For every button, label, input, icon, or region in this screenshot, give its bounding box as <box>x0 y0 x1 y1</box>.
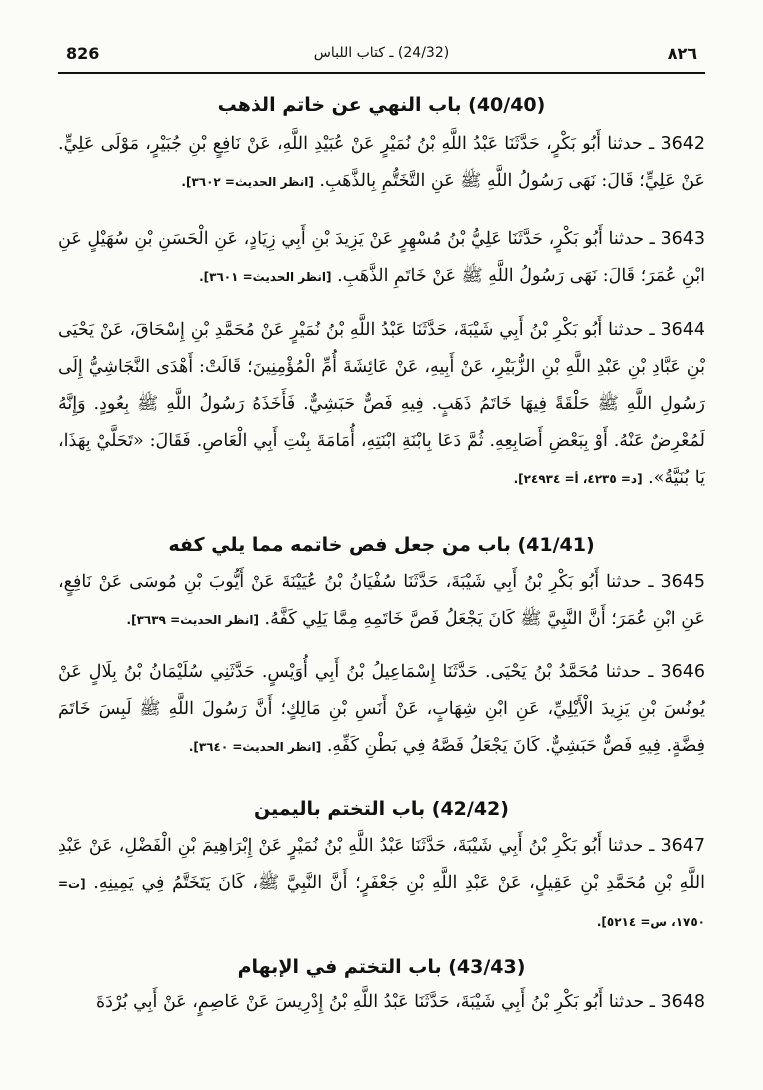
hadith-number: 3642 <box>660 134 705 154</box>
hadith-text: ـ حدثنا أَبُو بَكْرِ بْنُ أَبِي شَيْبَةَ، حَدَّثَنَا سُفْيَانُ بْنُ عُيَيْنَةَ عَنْ أَيُّوبَ بْنِ مُوسَى عَنْ نَافِعٍ، عَنِ ابْنِ عُمَرَ؛ أَنَّ النَّبِيَّ ﷺ كَانَ يَجْعَلُ فَصَّ خَاتَمِهِ مِمَّا يَلِي كَفَّهُ. <box>58 572 705 629</box>
hadith-reference: [د= ٤٢٣٥، أ= ٢٤٩٣٤]. <box>513 472 643 486</box>
hadith <box>58 984 705 1021</box>
hadith-number: 3644 <box>660 320 705 340</box>
hadith <box>58 126 705 201</box>
hadith-text: ـ حدثنا أَبُو بَكْرٍ، حَدَّثَنَا عَلِيُّ بْنُ مُسْهِرٍ عَنْ يَزِيدَ بْنِ أَبِي زِيَادٍ، عَنِ الْحَسَنِ بْنِ سُهَيْلٍ عَنِ ابْنِ عُمَرَ؛ قَالَ: نَهَى رَسُولُ اللَّهِ ﷺ عَنْ خَاتَمِ الذَّهَبِ. <box>58 229 705 286</box>
hadith <box>58 828 705 941</box>
chapter-heading: (40/40) باب النهي عن خاتم الذهب <box>217 94 546 116</box>
hadith-number: 3648 <box>660 992 705 1012</box>
hadith-reference: [انظر الحديث= ٣٦٠٢]. <box>181 175 314 189</box>
page-number-latin: 826 <box>66 44 100 63</box>
hadith-text: ـ حدثنا أَبُو بَكْرِ بْنُ أَبِي شَيْبَةَ، حَدَّثَنَا عَبْدُ اللَّهِ بْنُ إِدْرِيسَ عَنْ عَاصِمٍ، عَنْ أَبِي بُرْدَةَ <box>96 992 655 1012</box>
hadith-number: 3646 <box>660 662 705 682</box>
running-title: (24/32) ـ كتاب اللباس <box>313 45 450 61</box>
hadith-number: 3643 <box>660 229 705 249</box>
chapter-heading: (41/41) باب من جعل فص خاتمه مما يلي كفه <box>168 534 595 556</box>
hadith-number: 3647 <box>660 836 705 856</box>
hadith <box>58 564 705 639</box>
hadith-text: ـ حدثنا أَبُو بَكْرٍ، حَدَّثَنَا عَبْدُ اللَّهِ بْنُ نُمَيْرٍ عَنْ عُبَيْدِ اللَّهِ، عَنْ نَافِعٍ بْنِ جُبَيْرٍ، مَوْلَى عَلِيٍّ. عَنْ عَلِيٍّ؛ قَالَ: نَهَى رَسُولُ اللَّهِ ﷺ عَنِ التَّخَتُّمِ بِالذَّهَبِ. <box>58 134 705 191</box>
page-header <box>58 36 705 74</box>
hadith-text: ـ حدثنا أَبُو بَكْرِ بْنُ أَبِي شَيْبَةَ، حَدَّثَنَا عَبْدُ اللَّهِ بْنُ نُمَيْرٍ عَنْ مُحَمَّدِ بْنِ إِسْحَاقَ، عَنْ يَحْيَى بْنِ عَبَّادِ بْنِ عَبْدِ اللَّهِ بْنِ الزُّبَيْرِ، عَنْ أَبِيهِ، عَنْ عَائِشَةَ أُمِّ الْمُؤْمِنِينَ؛ قَالَتْ: أَهْدَى النَّجَاشِيُّ إِلَى رَسُولِ اللَّهِ ﷺ حَلْقَةً فِيهَا خَاتَمُ ذَهَبٍ. فِيهِ فَصٌّ حَبَشِيٌّ. فَأَخَذَهُ رَسُولُ اللَّهِ ﷺ بِعُودٍ. وَإِنَّهُ لَمُعْرِضٌ عَنْهُ. أَوْ بِبَعْضِ أَصَابِعِهِ. ثُمَّ دَعَا بِابْنَةِ ابْنَتِهِ، أُمَامَةَ بِنْتِ أَبِي الْعَاصِ. فَقَالَ: «تَحَلَّيْ بِهَذَا، يَا بُنَيَّةُ». <box>58 320 705 488</box>
hadith-reference: [انظر الحديث= ٣٦٤٠]. <box>188 740 322 754</box>
page-number-arabic: ٨٢٦ <box>667 44 697 63</box>
chapter-heading: (42/42) باب التختم باليمين <box>254 798 509 820</box>
hadith-reference: [ت= ١٧٥٠، س= ٥٢١٤]. <box>58 877 705 929</box>
hadith-text: ـ حدثنا مُحَمَّدُ بْنُ يَحْيَى. حَدَّثَنَا إِسْمَاعِيلُ بْنُ أَبِي أُوَيْسٍ. حَدَّثَنِي سُلَيْمَانُ بْنُ بِلَالٍ عَنْ يُونُسَ بْنِ يَزِيدَ الْأَيْلِيِّ، عَنِ ابْنِ شِهَابٍ، عَنْ أَنَسِ بْنِ مَالِكٍ؛ أَنَّ رَسُولَ اللَّهِ ﷺ لَبِسَ خَاتَمَ فِضَّةٍ. فِيهِ فَصٌّ حَبَشِيٌّ. كَانَ يَجْعَلُ فَصَّهُ فِي بَطْنِ كَفِّهِ. <box>58 662 705 756</box>
hadith-reference: [انظر الحديث= ٣٦٠١]. <box>199 270 332 284</box>
hadith-text: ـ حدثنا أَبُو بَكْرِ بْنُ أَبِي شَيْبَةَ، حَدَّثَنَا عَبْدُ اللَّهِ بْنُ نُمَيْرٍ عَنْ إِبْرَاهِيمَ بْنِ الْفَضْلِ، عَنْ عَبْدِ اللَّهِ بْنِ مُحَمَّدِ بْنِ عَقِيلٍ، عَنْ عَبْدِ اللَّهِ بْنِ جَعْفَرٍ؛ أَنَّ النَّبِيَّ ﷺ، كَانَ يَتَخَتَّمُ فِي يَمِينِهِ. <box>58 836 705 893</box>
hadith <box>58 221 705 296</box>
chapter-heading: (43/43) باب التختم في الإبهام <box>237 956 526 978</box>
hadith <box>58 654 705 766</box>
hadith-number: 3645 <box>660 572 705 592</box>
hadith-reference: [انظر الحديث= ٣٦٣٩]. <box>126 613 259 627</box>
hadith <box>58 312 705 498</box>
